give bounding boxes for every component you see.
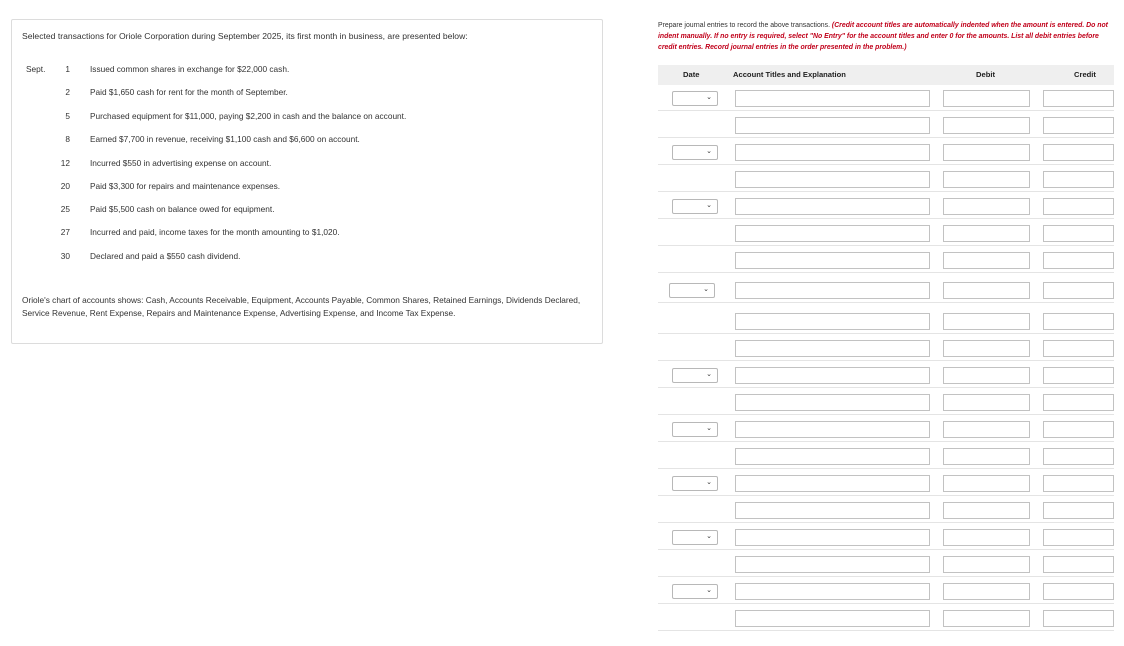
transaction-row [12,181,592,195]
transaction-description: Purchased equipment for $11,000, paying $2,200 in cash and the balance on account. [90,111,407,121]
credit-input[interactable] [1043,282,1114,299]
row-divider [658,245,1114,246]
account-title-input[interactable] [735,448,930,465]
debit-input[interactable] [943,198,1030,215]
debit-input[interactable] [943,556,1030,573]
transaction-day: 12 [60,158,70,168]
credit-input[interactable] [1043,529,1114,546]
date-select[interactable] [672,476,718,491]
credit-input[interactable] [1043,144,1114,161]
transaction-row [12,158,592,172]
instructions-text: Prepare journal entries to record the above transactions. [658,22,830,29]
transaction-description: Paid $3,300 for repairs and maintenance expenses. [90,181,281,191]
debit-input[interactable] [943,282,1030,299]
credit-input[interactable] [1043,252,1114,269]
date-select[interactable] [672,584,718,599]
credit-input[interactable] [1043,448,1114,465]
transaction-row [12,87,592,101]
debit-input[interactable] [943,421,1030,438]
row-divider [658,441,1114,442]
row-divider [658,522,1114,523]
debit-input[interactable] [943,610,1030,627]
debit-input[interactable] [943,367,1030,384]
transaction-description: Declared and paid a $550 cash dividend. [90,251,241,261]
debit-input[interactable] [943,394,1030,411]
transaction-description: Issued common shares in exchange for $22,000 cash. [90,64,290,74]
transaction-row [12,227,592,241]
transaction-description: Incurred $550 in advertising expense on account. [90,158,272,168]
transaction-month: Sept. [26,64,46,74]
chevron-down-icon: ⌄ [706,148,712,155]
credit-input[interactable] [1043,583,1114,600]
account-title-input[interactable] [735,117,930,134]
date-column-header: Date [683,70,700,79]
row-divider [658,495,1114,496]
debit-input[interactable] [943,171,1030,188]
row-divider [658,302,1114,303]
credit-input[interactable] [1043,117,1114,134]
account-title-input[interactable] [735,90,930,107]
account-title-input[interactable] [735,144,930,161]
row-divider [658,218,1114,219]
transaction-day: 30 [60,251,70,261]
credit-input[interactable] [1043,394,1114,411]
credit-input[interactable] [1043,198,1114,215]
chevron-down-icon: ⌄ [703,286,709,293]
debit-input[interactable] [943,529,1030,546]
transaction-day: 1 [65,64,70,74]
account-title-input[interactable] [735,225,930,242]
row-divider [658,576,1114,577]
transaction-row [12,134,592,148]
row-divider [658,272,1114,273]
transaction-day: 25 [60,204,70,214]
account-title-input[interactable] [735,421,930,438]
credit-input[interactable] [1043,475,1114,492]
row-divider [658,468,1114,469]
credit-input[interactable] [1043,90,1114,107]
debit-input[interactable] [943,583,1030,600]
row-divider [658,110,1114,111]
transaction-description: Earned $7,700 in revenue, receiving $1,100 cash and $6,600 on account. [90,134,360,144]
date-select[interactable] [669,283,715,298]
row-divider [658,191,1114,192]
account-title-input[interactable] [735,610,930,627]
account-title-input[interactable] [735,252,930,269]
account-title-input[interactable] [735,340,930,357]
row-divider [658,360,1114,361]
chevron-down-icon: ⌄ [706,202,712,209]
account-column-header: Account Titles and Explanation [733,70,846,79]
row-divider [658,137,1114,138]
debit-input[interactable] [943,448,1030,465]
chevron-down-icon: ⌄ [706,371,712,378]
date-select[interactable] [672,91,718,106]
chart-of-accounts-text: Oriole's chart of accounts shows: Cash, Accounts Receivable, Equipment, Accounts Payable, Common Shares, Retained Earnings, Dividends Declared, Service Revenue, Rent Expense, Repairs and Maintenance Expense, Advertising Expense, and Income Tax Expense. [22,295,581,318]
transaction-day: 20 [60,181,70,191]
transaction-row [12,251,592,265]
chevron-down-icon: ⌄ [706,94,712,101]
account-title-input[interactable] [735,367,930,384]
row-divider [658,164,1114,165]
transaction-description: Paid $1,650 cash for rent for the month of September. [90,87,288,97]
transaction-day: 27 [60,227,70,237]
row-divider [658,414,1114,415]
instructions-note: (Credit account titles are automatically indented when the amount is entered. Do not indent manually. If no entry is required, select "No Entry" for the account titles and enter 0 for the amounts. List all debit entries before credit entries. Record journal entries in the order presented in the problem.) [658,22,1108,51]
credit-column-header: Credit [1074,70,1096,79]
account-title-input[interactable] [735,394,930,411]
date-select[interactable] [672,145,718,160]
row-divider [658,387,1114,388]
date-select[interactable] [672,422,718,437]
account-title-input[interactable] [735,583,930,600]
credit-input[interactable] [1043,610,1114,627]
credit-input[interactable] [1043,171,1114,188]
chevron-down-icon: ⌄ [706,425,712,432]
credit-input[interactable] [1043,421,1114,438]
transaction-row [12,204,592,218]
transaction-row [12,64,592,78]
row-divider [658,630,1114,631]
chevron-down-icon: ⌄ [706,479,712,486]
transaction-description: Paid $5,500 cash on balance owed for equipment. [90,204,275,214]
transaction-row [12,111,592,125]
debit-input[interactable] [943,90,1030,107]
row-divider [658,549,1114,550]
debit-input[interactable] [943,340,1030,357]
account-title-input[interactable] [735,198,930,215]
debit-input[interactable] [943,502,1030,519]
account-title-input[interactable] [735,171,930,188]
debit-input[interactable] [943,313,1030,330]
transaction-day: 5 [65,111,70,121]
journal-instructions [658,20,1110,53]
debit-column-header: Debit [976,70,995,79]
date-select[interactable] [672,530,718,545]
chevron-down-icon: ⌄ [706,587,712,594]
journal-table-header [658,65,1114,85]
account-title-input[interactable] [735,529,930,546]
credit-input[interactable] [1043,502,1114,519]
transaction-day: 2 [65,87,70,97]
credit-input[interactable] [1043,313,1114,330]
problem-intro: Selected transactions for Oriole Corporation during September 2025, its first month in business, are presented below: [22,31,468,41]
credit-input[interactable] [1043,225,1114,242]
debit-input[interactable] [943,117,1030,134]
date-select[interactable] [672,368,718,383]
debit-input[interactable] [943,475,1030,492]
credit-input[interactable] [1043,367,1114,384]
date-select[interactable] [672,199,718,214]
debit-input[interactable] [943,252,1030,269]
credit-input[interactable] [1043,340,1114,357]
transaction-day: 8 [65,134,70,144]
chevron-down-icon: ⌄ [706,533,712,540]
problem-panel [11,19,603,344]
account-title-input[interactable] [735,313,930,330]
transaction-description: Incurred and paid, income taxes for the month amounting to $1,020. [90,227,340,237]
account-title-input[interactable] [735,556,930,573]
credit-input[interactable] [1043,556,1114,573]
debit-input[interactable] [943,225,1030,242]
account-title-input[interactable] [735,475,930,492]
account-title-input[interactable] [735,502,930,519]
row-divider [658,333,1114,334]
account-title-input[interactable] [735,282,930,299]
debit-input[interactable] [943,144,1030,161]
row-divider [658,603,1114,604]
